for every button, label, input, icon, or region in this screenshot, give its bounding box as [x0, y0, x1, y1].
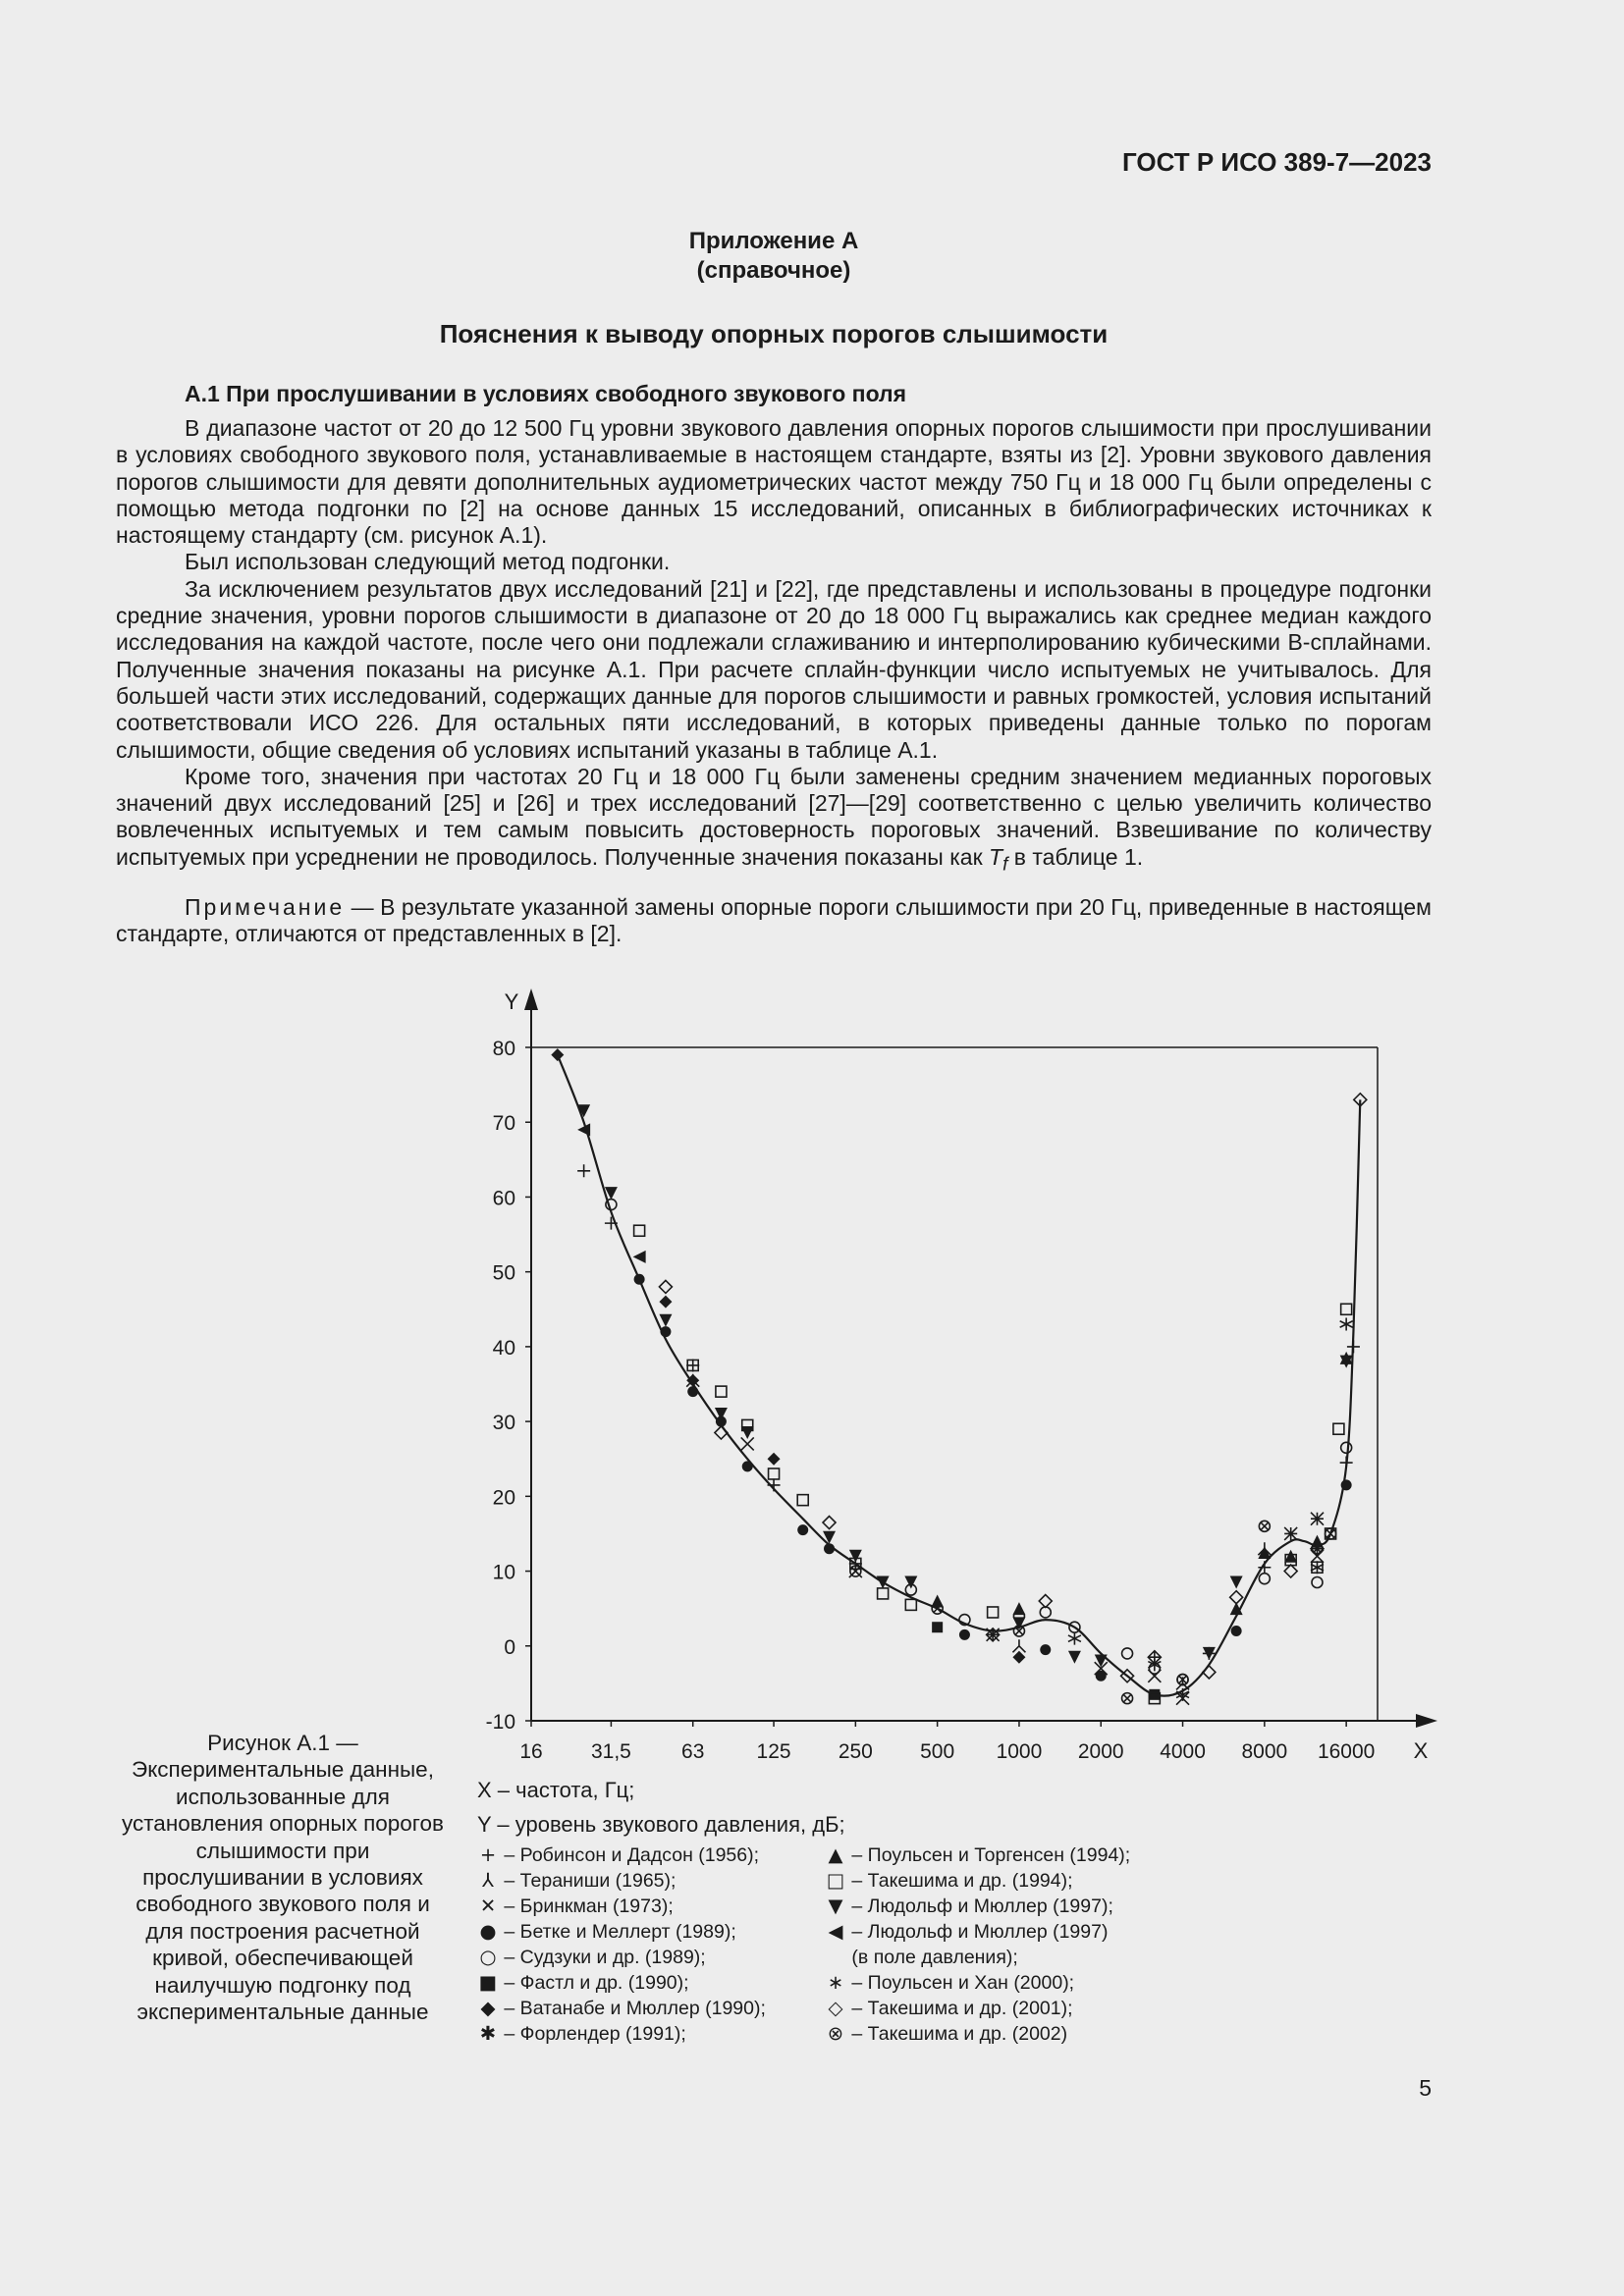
annex-subtitle: (справочное) — [696, 257, 851, 284]
paragraph: За исключением результатов двух исследований [21] и [22], где представлены и использованы в процедуре подгонки средние значения, уровни порогов слышимости в диапазоне от 20 до 18 000 Гц выражались как среднее медиан каждого исследования на каждой частоте, после чего они подлежали сглаживанию и интерполированию кубическими В-сплайнами. Полученные значения показаны на рисунке А.1. При расчете сплайн-функции число испытуемых не учитывалось. Для большей части этих исследований, содержащих данные для порогов слышимости и равных громкостей, условия испытаний соответствовали ИСО 226. Для остальных пяти исследований, в которых приведены данные только по порогам слышимости, общие сведения об условиях испытаний указаны в таблице А.1. — [116, 575, 1432, 763]
y-tick-label: 70 — [492, 1112, 515, 1136]
data-point-diamond — [1039, 1595, 1052, 1608]
legend-label: – Поульсен и Хан (2000); — [851, 1972, 1075, 1994]
data-point-dot — [797, 1524, 808, 1535]
data-point-cross — [741, 1437, 754, 1450]
y-axis-arrow-icon — [524, 988, 538, 1010]
x-tick-label: 500 — [920, 1740, 955, 1763]
data-point-circle — [606, 1200, 617, 1210]
data-point-triangle-down — [1230, 1575, 1243, 1588]
x-tick-label: 16000 — [1317, 1740, 1376, 1763]
legend-label: – Людольф и Мюллер (1997); — [851, 1896, 1113, 1917]
data-point-plus — [768, 1478, 781, 1491]
data-point-dot — [1040, 1644, 1051, 1655]
legend-label: – Робинсон и Дадсон (1956); — [504, 1844, 760, 1866]
legend-label: – Форлендер (1991); — [504, 2023, 686, 2045]
tf-subscript: f — [1002, 854, 1008, 876]
data-point-dot — [687, 1386, 698, 1397]
data-point-tri — [1012, 1639, 1025, 1652]
data-point-dot — [1231, 1626, 1242, 1636]
x-tick-label: 125 — [756, 1740, 791, 1763]
data-point-dot — [742, 1461, 753, 1471]
legend-item — [825, 1868, 1130, 1894]
data-point-diamond-filled — [551, 1048, 564, 1061]
data-point-asterisk — [987, 1629, 1000, 1641]
legend-circle-x-icon: ⊗ — [827, 2022, 844, 2045]
data-point-circle-x — [1122, 1693, 1133, 1704]
x-tick-label: 31,5 — [590, 1740, 631, 1763]
data-point-triangle-down — [1095, 1655, 1108, 1668]
data-point-square — [1333, 1423, 1344, 1434]
data-point-diamond — [1284, 1565, 1297, 1577]
legend-label: – Бринкман (1973); — [504, 1896, 674, 1917]
data-point-square-filled — [932, 1622, 943, 1632]
data-point-dot — [1096, 1671, 1107, 1682]
legend-label: – Такешима и др. (2002) — [851, 2023, 1068, 2045]
legend-item — [477, 1868, 766, 1894]
legend-plus-icon: + — [479, 1843, 497, 1866]
legend-asterisk-icon: ✱ — [479, 2022, 497, 2045]
data-point-diamond — [659, 1280, 672, 1293]
x-axis-description: X – частота, Гц; — [477, 1778, 635, 1802]
page-number: 5 — [1419, 2075, 1432, 2101]
legend-item — [477, 1996, 766, 2021]
x-axis-label: X — [1413, 1738, 1429, 1763]
legend-label: – Поульсен и Торгенсен (1994); — [851, 1844, 1131, 1866]
data-point-circle — [1312, 1576, 1323, 1587]
data-point-square — [769, 1468, 780, 1479]
y-tick-label: -10 — [485, 1711, 515, 1734]
y-tick-label: 10 — [492, 1561, 515, 1584]
paragraph-tail: в таблице 1. — [1007, 843, 1144, 870]
data-point-plus — [686, 1359, 699, 1371]
y-tick-label: 0 — [504, 1635, 515, 1659]
data-point-plus — [1347, 1340, 1360, 1353]
data-point-triangle — [1284, 1550, 1297, 1563]
legend-tri-icon: ⅄ — [482, 1869, 494, 1892]
legend-item — [825, 1996, 1130, 2021]
x-tick-label: 4000 — [1160, 1740, 1206, 1763]
data-point-square-filled — [1149, 1689, 1160, 1700]
data-point-triangle-down — [659, 1314, 672, 1327]
data-point-dot — [824, 1543, 835, 1554]
data-point-triangle-down — [741, 1426, 754, 1439]
y-tick-label: 30 — [492, 1412, 515, 1435]
legend-triangle-left-icon: ◀ — [828, 1920, 843, 1943]
legend-item — [477, 1945, 766, 1970]
y-tick-label: 60 — [492, 1187, 515, 1210]
paragraph: В диапазоне частот от 20 до 12 500 Гц уровни звукового давления опорных порогов слышимости при прослушивании в условиях свободного звукового поля, устанавливаемые в настоящем стандарте, взяты из [2]. Уровни звукового давления порогов слышимости для девяти дополнительных аудиометрических частот между 750 Гц и 18 000 Гц были определены с помощью метода подгонки по [2] на основе данных 15 исследований, описанных в библиографических источниках к настоящему стандарту (см. рисунок А.1). — [116, 415, 1432, 549]
data-point-diamond-filled — [768, 1453, 781, 1466]
data-point-star — [1311, 1561, 1324, 1574]
data-point-circle — [1341, 1442, 1352, 1453]
paragraph-text: Кроме того, значения при частотах 20 Гц и 18 000 Гц были заменены средним значением медианных пороговых значений двух исследований [25] и [26] и трех исследований [27]—[29] соответственно с целью увеличить количество вовлеченных испытуемых и тем самым повысить достоверность пороговых значений. Взвешивание по количеству испытуемых при усреднении не проводилось. Полученные значения показаны как — [116, 763, 1432, 870]
legend-triangle-down-icon: ▼ — [828, 1895, 843, 1917]
clause-title: А.1 При прослушивании в условиях свободного звукового поля — [185, 381, 907, 406]
document-id: ГОСТ Р ИСО 389-7—2023 — [1121, 147, 1432, 177]
legend-filled-circle-icon: ● — [479, 1920, 497, 1943]
tf-symbol: T — [989, 843, 1003, 870]
annex-title: Приложение А — [688, 228, 859, 254]
x-tick-label: 8000 — [1241, 1740, 1288, 1763]
data-point-square — [1341, 1304, 1352, 1314]
data-point-square — [716, 1386, 727, 1397]
y-tick-label: 40 — [492, 1336, 515, 1360]
legend-cross-icon: ✕ — [479, 1895, 497, 1917]
data-point-diamond — [823, 1517, 836, 1529]
x-axis-arrow-icon — [1416, 1714, 1437, 1728]
data-point-square — [988, 1607, 999, 1618]
legend-star-icon: ∗ — [827, 1971, 844, 1994]
data-point-circle — [1259, 1574, 1270, 1584]
data-point-diamond-filled — [1012, 1651, 1025, 1664]
legend-filled-diamond-icon: ◆ — [480, 1997, 496, 2019]
y-axis-description: Y – уровень звукового давления, дБ; — [477, 1812, 845, 1837]
legend-filled-square-icon: ■ — [478, 1971, 498, 1994]
legend-label: – Бетке и Меллерт (1989); — [504, 1921, 736, 1943]
data-point-dot — [1341, 1479, 1352, 1490]
data-point-triangle-down — [877, 1575, 890, 1588]
data-point-triangle-left — [633, 1251, 646, 1263]
legend-label: – Такешима и др. (1994); — [851, 1870, 1073, 1892]
data-point-circle — [1122, 1648, 1133, 1659]
data-point-star — [1068, 1632, 1081, 1645]
legend-diamond-icon: ◇ — [828, 1997, 843, 2019]
data-point-dot — [634, 1274, 645, 1285]
data-point-circle-x — [1259, 1521, 1270, 1531]
data-point-diamond-filled — [659, 1296, 672, 1308]
legend-label: – Такешима и др. (2001); — [851, 1998, 1073, 2019]
legend-circle-icon: ○ — [479, 1946, 497, 1968]
data-point-asterisk — [1311, 1513, 1324, 1525]
legend-item — [477, 1919, 766, 1945]
data-point-circle-x — [1326, 1528, 1336, 1539]
data-point-asterisk — [1284, 1527, 1297, 1540]
data-point-triangle — [1012, 1602, 1025, 1615]
legend-item — [825, 1919, 1130, 1945]
data-point-square — [878, 1588, 889, 1599]
legend-label: – Ватанабе и Мюллер (1990); — [504, 1998, 766, 2019]
data-point-plus — [577, 1164, 590, 1177]
legend-label: (в поле давления); — [851, 1947, 1018, 1968]
paragraph: Был использован следующий метод подгонки. — [185, 549, 671, 575]
figure-caption: Рисунок А.1 — Экспериментальные данные, использованные для установления опорных порогов слышимости при прослушивании в условиях свободного звукового поля и для построения расчетной кривой, обеспечивающей наилучшую подгонку под экспериментальные данные — [122, 1731, 444, 2025]
legend-item — [825, 2021, 1130, 2047]
data-point-plus — [1340, 1457, 1353, 1469]
legend-item — [825, 1945, 1130, 1970]
note-text: — В результате указанной замены опорные пороги слышимости при 20 Гц, приведенные в настоящем стандарте, отличаются от представленных в [2]. — [116, 893, 1432, 946]
x-tick-label: 2000 — [1077, 1740, 1124, 1763]
y-tick-label: 80 — [492, 1038, 515, 1060]
legend-label: – Людольф и Мюллер (1997) — [851, 1921, 1109, 1943]
data-point-dot — [959, 1629, 970, 1640]
x-tick-label: 1000 — [996, 1740, 1043, 1763]
legend-item — [825, 1894, 1130, 1919]
note-label: Примечание — [185, 893, 346, 920]
legend-label: – Судзуки и др. (1989); — [504, 1947, 706, 1968]
legend-item — [477, 2021, 766, 2047]
data-point-diamond — [1230, 1591, 1243, 1604]
legend-square-icon: □ — [826, 1869, 845, 1892]
legend-item — [477, 1894, 766, 1919]
data-point-square — [797, 1495, 808, 1506]
data-point-plus — [605, 1217, 618, 1230]
data-point-star — [1340, 1318, 1353, 1331]
legend-filled-triangle-icon: ▲ — [828, 1843, 843, 1866]
x-tick-label: 16 — [519, 1740, 543, 1763]
legend-item — [825, 1970, 1130, 1996]
y-tick-label: 50 — [492, 1261, 515, 1285]
legend-item — [477, 1970, 766, 1996]
data-point-dot — [660, 1326, 671, 1337]
legend-left — [477, 1842, 766, 2047]
legend-item — [477, 1842, 766, 1868]
x-tick-label: 63 — [681, 1740, 705, 1763]
legend-label: – Тераниши (1965); — [504, 1870, 677, 1892]
annex-heading: Пояснения к выводу опорных порогов слышимости — [439, 319, 1109, 348]
legend-right — [825, 1842, 1130, 2047]
y-tick-label: 20 — [492, 1486, 515, 1510]
legend-label: – Фастл и др. (1990); — [504, 1972, 689, 1994]
data-point-square — [905, 1599, 916, 1610]
legend-item — [825, 1842, 1130, 1868]
y-axis-label: Y — [504, 989, 519, 1014]
data-point-square — [634, 1225, 645, 1236]
x-tick-label: 250 — [838, 1740, 873, 1763]
data-point-triangle-down — [1068, 1651, 1081, 1664]
